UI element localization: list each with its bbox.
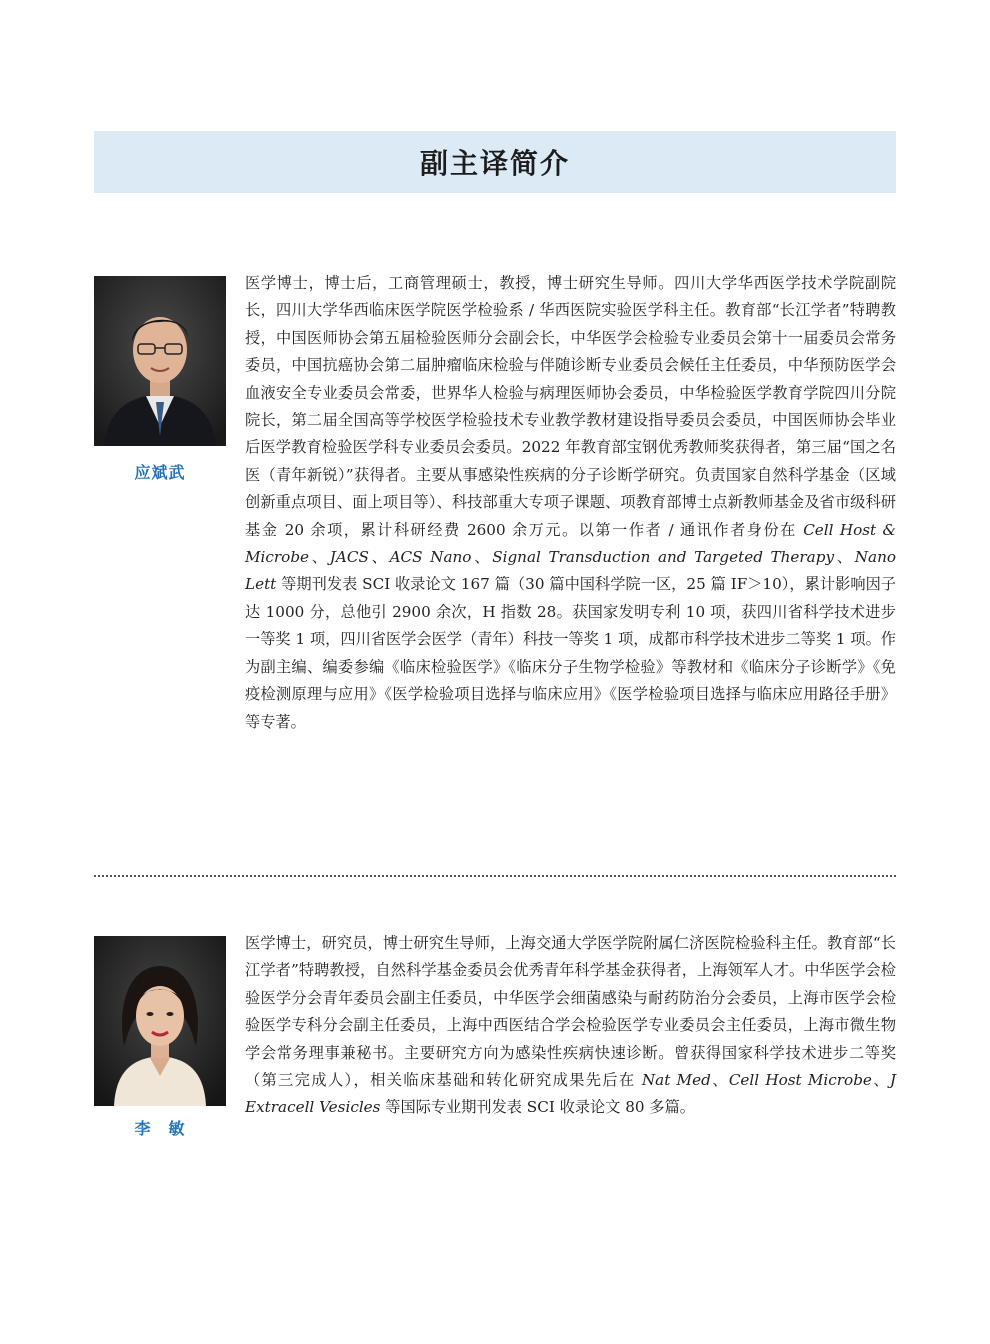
journal-name: ACS Nano [389,548,472,567]
profile-name-2: 李 敏 [134,1119,186,1138]
bio-text: 医学博士，研究员，博士研究生导师，上海交通大学医学院附属仁济医院检验科主任。教育部“长江学者”特聘教授，自然科学基金委员会优秀青年科学基金获得者，上海领军人才。中华医学会检验医学分会青年委员会副主任委员，中华医学会细菌感染与耐药防治分会委员，上海市医学会检验医学专科分会副主任委员，上海中西医结合学会检验医学专业委员会主任委员，上海市微生物学会常务理事兼秘书。主要研究方向为感染性疾病快速诊断。曾获得国家科学技术进步二等奖（第三完成人），相关临床基础和转化研究成果先后在 [245,934,896,1090]
section-divider [94,875,896,877]
journal-name: Signal Transduction and Targeted Therapy [492,548,835,567]
journal-name: Cell Host Microbe [728,1071,872,1090]
journal-name: Nano Lett [245,548,897,594]
profile-name-1: 应斌武 [134,463,186,482]
journal-name: Cell Host & Microbe [245,520,896,567]
bio-text: 医学博士，博士后，工商管理硕士，教授，博士研究生导师。四川大学华西医学技术学院副院长，四川大学华西临床医学院医学检验系 / 华西医院实验医学科主任。教育部“长江学者”特聘教授，中国医师协会第五届检验医师分会副会长，中华医学会检验专业委员会第十一届委员会常务委员，中国抗癌协会第二届肿瘤临床检验与伴随诊断专业委员会候任主任委员，中华预防医学会血液安全专业委员会常委，世界华人检验与病理医师协会委员，中华检验医学教育学院四川分院院长，第二届全国高等学校医学检验技术专业教学教材建设指导委员会委员，中国医师协会毕业后医学教育检验医学科专业委员会委员。2022 年教育部宝钢优秀教师奖获得者，第三届“国之名医（青年新锐）”获得者。主要从事感染性疾病的分子诊断学研究。负责国家自然科学基金（区域创新重点项目、面上项目等）、科技部重大专项子课题、项教育部博士点新教师基金及省市级科研基金 20 余项，累计科研经费 2600 余万元。以第一作者 / 通讯作者身份在 [245,274,896,539]
bio-text: 、 [471,548,493,567]
portrait-photo-1 [94,276,226,446]
portrait-photo-2 [94,936,226,1106]
bio-text: 、 [871,1071,890,1090]
journal-name: JACS [329,548,369,567]
journal-name: Nat Med [641,1071,711,1090]
bio-text: 、 [710,1071,729,1090]
bio-text: 、 [368,548,390,567]
page-title: 副主译简介 [419,147,570,180]
portrait-male-illustration [94,276,226,446]
profile-bio-2 [245,930,896,1122]
section-title-bar [94,131,896,193]
bio-text: 、 [834,548,855,567]
bio-text: 等期刊发表 SCI 收录论文 167 篇（30 篇中国科学院一区，25 篇 IF＞10），累计影响因子达 1000 分，总他引 2900 余次，H 指数 28。获国家发明专利 10 项，获四川省科学技术进步一等奖 1 项，四川省医学会医学（青年）科技一等奖 1 项，成都市科学技术进步二等奖 1 项。作为副主编、编委参编《临床检验医学》《临床分子生物学检验》等教材和《临床分子诊断学》《免疫检测原理与应用》《医学检验项目选择与临床应用》《医学检验项目选择与临床应用路径手册》等专著。 [245,575,896,731]
bio-text: 等国际专业期刊发表 SCI 收录论文 80 多篇。 [380,1098,695,1117]
bio-text: 、 [309,548,330,567]
portrait-female-illustration [94,936,226,1106]
journal-name: J Extracell Vesicles [245,1071,897,1117]
profile-bio-1 [245,270,896,736]
